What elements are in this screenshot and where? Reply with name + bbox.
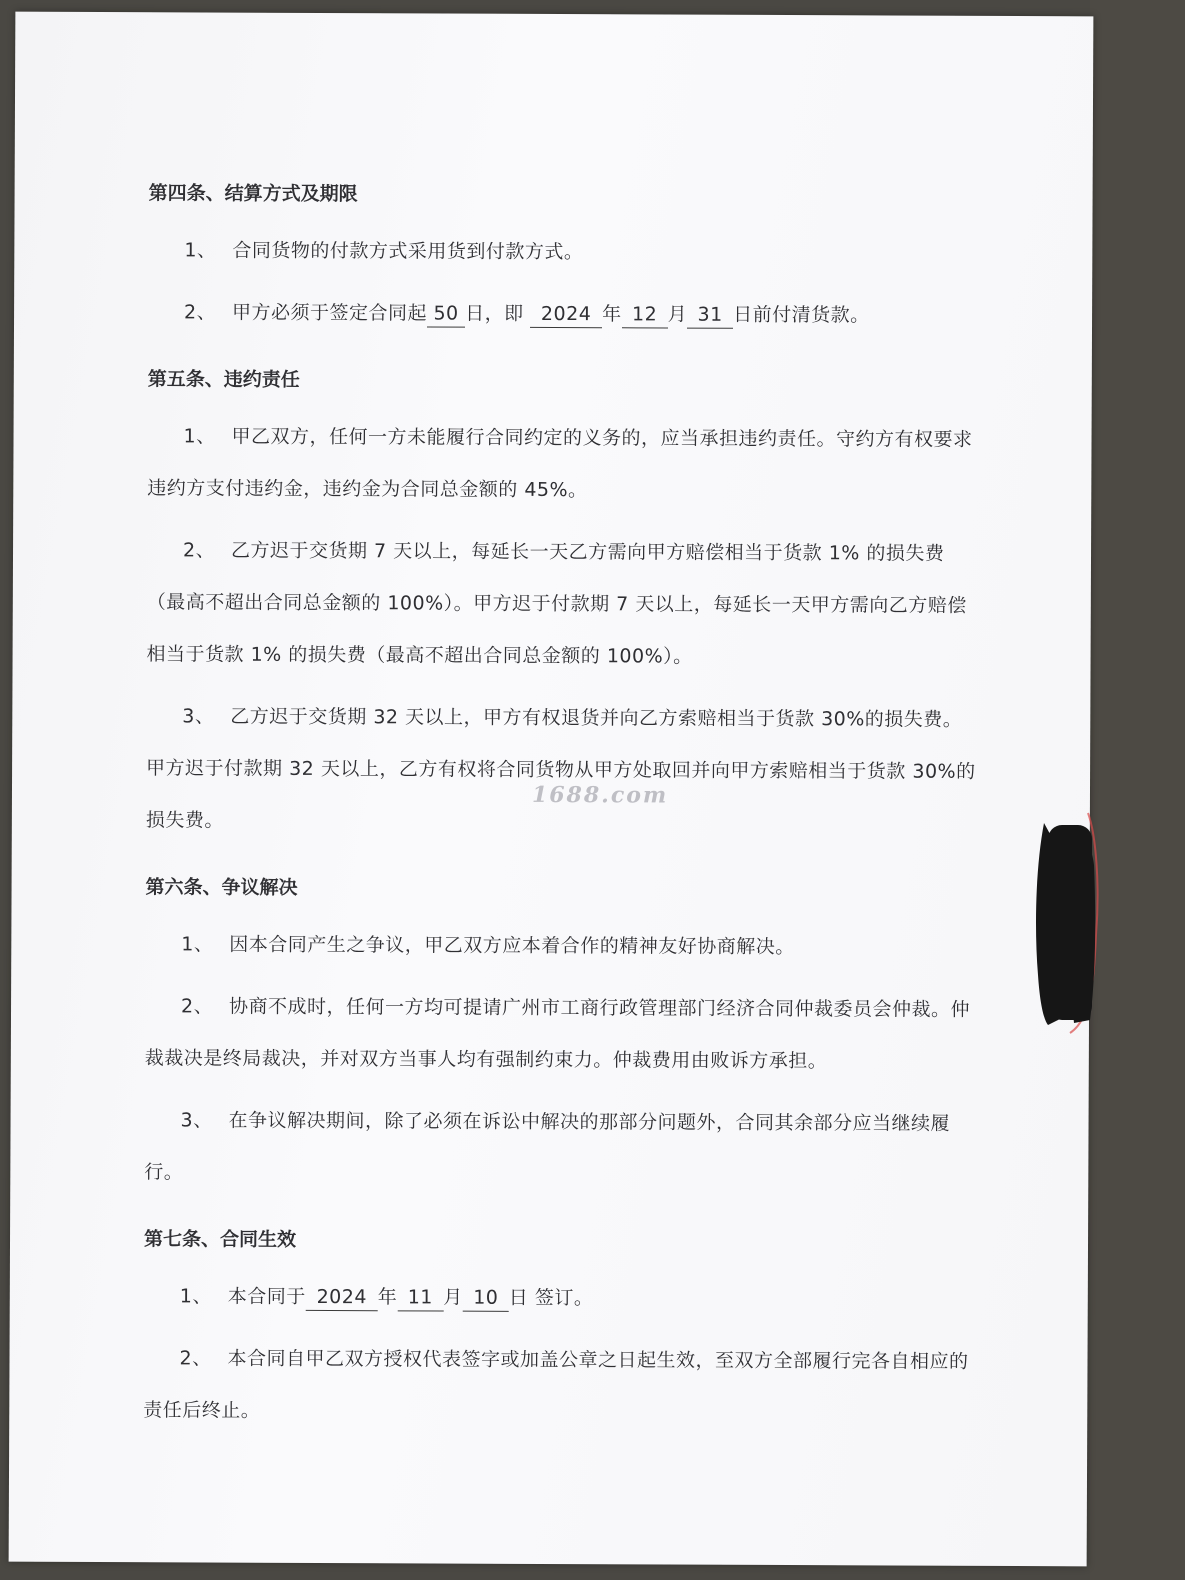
clause-number: 2、 bbox=[179, 1347, 212, 1370]
clause-number: 1、 bbox=[181, 933, 214, 956]
clause-text: 本合同自甲乙双方授权代表签字或加盖公章之日起生效，至双方全部履行完各自相应的责任后终止。 bbox=[143, 1347, 969, 1422]
clause-text: 月 bbox=[443, 1286, 463, 1309]
clause-text: 月 bbox=[667, 303, 688, 326]
clause-number: 2、 bbox=[180, 995, 214, 1018]
signing-month-blank: 11 bbox=[397, 1284, 443, 1311]
clause-4-1 bbox=[148, 224, 978, 280]
clause-6-1 bbox=[145, 918, 975, 974]
contract-page bbox=[9, 12, 1094, 1567]
day-blank: 31 bbox=[687, 302, 733, 329]
clause-number: 2、 bbox=[184, 301, 217, 324]
clause-5-1 bbox=[147, 410, 977, 518]
section-heading-6: 第六条、争议解决 bbox=[145, 876, 298, 899]
clause-text: 甲方必须于签定合同起 bbox=[232, 301, 428, 325]
section-heading-4: 第四条、结算方式及期限 bbox=[148, 182, 358, 206]
month-blank: 12 bbox=[622, 301, 668, 328]
clause-text: 甲乙双方，任何一方未能履行合同约定的义务的，应当承担违约责任。守约方有权要求违约方支付违约金，违约金为合同总金额的 45%。 bbox=[147, 425, 973, 502]
clause-6-3 bbox=[144, 1094, 974, 1202]
clause-number: 1、 bbox=[183, 425, 216, 448]
clause-7-1 bbox=[144, 1270, 974, 1326]
clause-text: 乙方迟于交货期 7 天以上，每延长一天乙方需向甲方赔偿相当于货款 1% 的损失费（最高不超出合同总金额的 100%）。甲方迟于付款期 7 天以上，每延长一天甲方需向乙方赔偿相当于货款 1% 的损失费（最高不超出合同总金额的 100%）。 bbox=[146, 539, 967, 668]
background-edge bbox=[1090, 0, 1185, 1580]
clause-text: 日 签订。 bbox=[508, 1286, 594, 1310]
clause-text: 年 bbox=[602, 303, 622, 326]
clause-5-2 bbox=[146, 524, 977, 684]
clause-number: 2、 bbox=[182, 539, 216, 562]
year-blank: 2024 bbox=[530, 301, 602, 328]
signing-year-blank: 2024 bbox=[306, 1284, 378, 1311]
signing-day-blank: 10 bbox=[463, 1285, 509, 1312]
clause-text: 日前付清货款。 bbox=[733, 303, 870, 327]
clause-text: 乙方迟于交货期 32 天以上，甲方有权退货并向乙方索赔相当于货款 30%的损失费。甲方迟于付款期 32 天以上，乙方有权将合同货物从甲方处取回并向甲方索赔相当于货款 30%的损失费。 bbox=[145, 705, 976, 832]
section-heading-5: 第五条、违约责任 bbox=[147, 368, 300, 391]
clause-text: 本合同于 bbox=[227, 1285, 306, 1308]
clause-number: 3、 bbox=[182, 705, 215, 728]
days-blank: 50 bbox=[427, 300, 465, 327]
redaction-mark bbox=[1030, 805, 1100, 1035]
watermark: 1688.com bbox=[531, 781, 669, 809]
clause-number: 1、 bbox=[184, 239, 217, 262]
clause-number: 1、 bbox=[179, 1285, 212, 1308]
clause-number: 3、 bbox=[180, 1109, 213, 1132]
clause-text: 因本合同产生之争议，甲乙双方应本着合作的精神友好协商解决。 bbox=[229, 933, 795, 959]
redaction-stroke bbox=[1048, 825, 1092, 1020]
clause-5-3 bbox=[146, 690, 977, 850]
clause-6-2 bbox=[145, 980, 975, 1088]
section-heading-7: 第七条、合同生效 bbox=[143, 1228, 297, 1251]
clause-7-2 bbox=[143, 1332, 973, 1440]
clause-text: 协商不成时，任何一方均可提请广州市工商行政管理部门经济合同仲裁委员会仲裁。仲裁裁决是终局裁决，并对双方当事人均有强制约束力。仲裁费用由败诉方承担。 bbox=[144, 995, 971, 1073]
clause-text: 合同货物的付款方式采用货到付款方式。 bbox=[232, 239, 584, 264]
clause-text: 在争议解决期间，除了必须在诉讼中解决的那部分问题外，合同其余部分应当继续履行。 bbox=[144, 1109, 951, 1184]
clause-text: 年 bbox=[377, 1286, 398, 1309]
clause-4-2 bbox=[148, 286, 978, 342]
clause-text: 日，即 bbox=[465, 302, 524, 325]
